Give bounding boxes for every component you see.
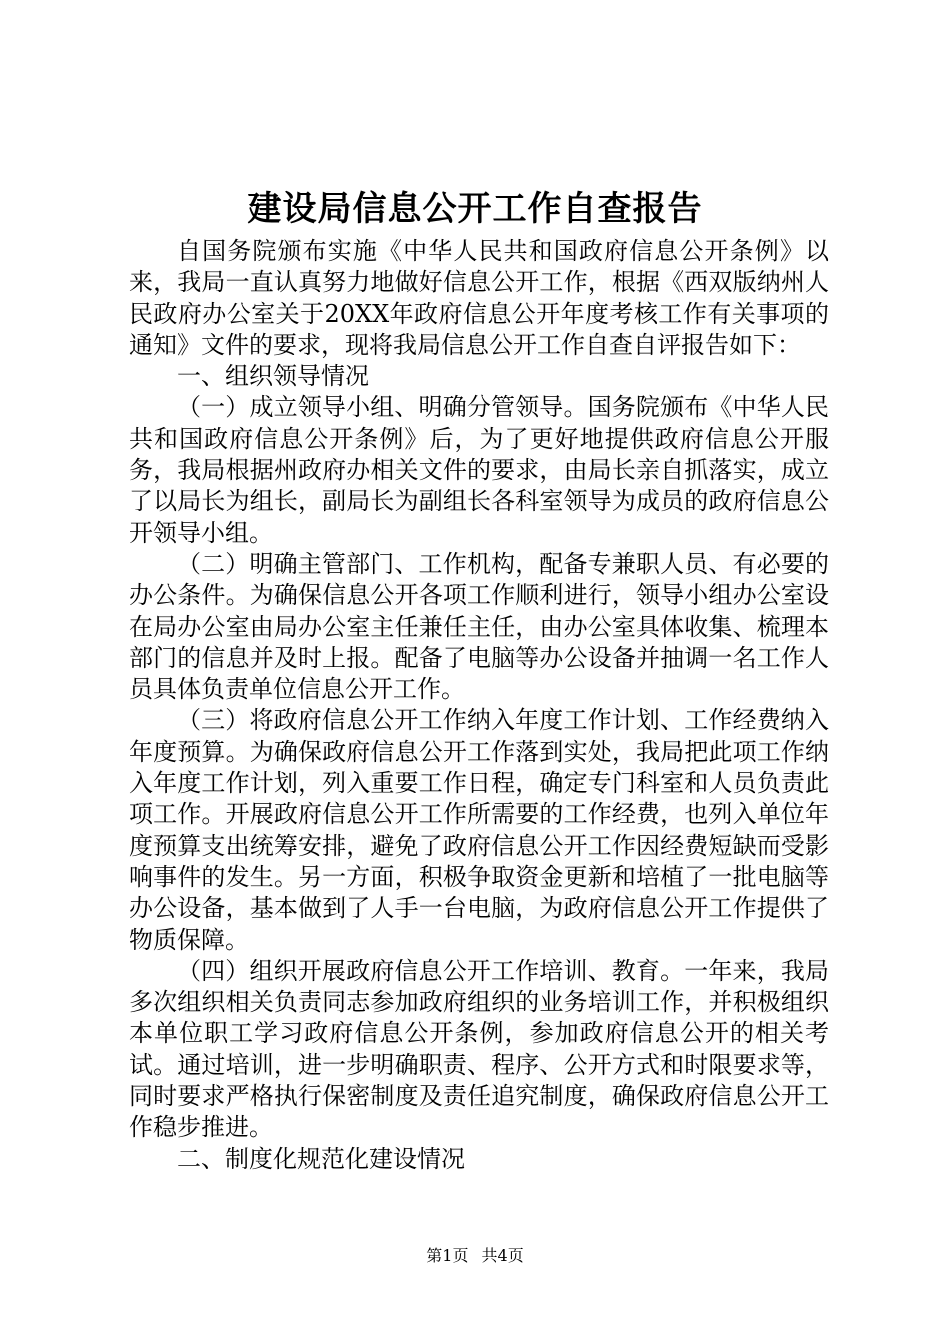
paragraph-item-2: （二）明确主管部门、工作机构，配备专兼职人员、有必要的办公条件。为确保信息公开各项工作顺利进行，领导小组办公室设在局办公室由局办公室主任兼任主任，由办公室具体收集、梳理本部门的信息并及时上报。配备了电脑等办公设备并抽调一名工作人员具体负责单位信息公开工作。 [129,549,829,704]
page-number-current: 第1页 [426,1246,469,1265]
document-body [129,236,829,1175]
paragraph-item-3: （三）将政府信息公开工作纳入年度工作计划、工作经费纳入年度预算。为确保政府信息公开工作落到实处，我局把此项工作纳入年度工作计划，列入重要工作日程，确定专门科室和人员负责此项工作。开展政府信息公开工作所需要的工作经费，也列入单位年度预算支出统筹安排，避免了政府信息公开工作因经费短缺而受影响事件的发生。另一方面，积极争取资金更新和培植了一批电脑等办公设备，基本做到了人手一台电脑，为政府信息公开工作提供了物质保障。 [129,706,829,954]
paragraph-item-4: （四）组织开展政府信息公开工作培训、教育。一年来，我局多次组织相关负责同志参加政府组织的业务培训工作，并积极组织本单位职工学习政府信息公开条例，参加政府信息公开的相关考试。通过培训，进一步明确职责、程序、公开方式和时限要求等，同时要求严格执行保密制度及责任追究制度，确保政府信息公开工作稳步推进。 [129,956,829,1142]
page-number-total: 共4页 [481,1246,524,1265]
page-footer [0,1244,950,1268]
section-heading-1: 一、组织领导情况 [177,362,369,391]
paragraph-intro: 自国务院颁布实施《中华人民共和国政府信息公开条例》以来，我局一直认真努力地做好信息公开工作，根据《西双版纳州人民政府办公室关于20XX年政府信息公开年度考核工作有关事项的通知》文件的要求，现将我局信息公开工作自查自评报告如下： [129,237,829,359]
document-title: 建设局信息公开工作自查报告 [247,189,703,229]
paragraph-item-1: （一）成立领导小组、明确分管领导。国务院颁布《中华人民共和国政府信息公开条例》后，为了更好地提供政府信息公开服务，我局根据州政府办相关文件的要求，由局长亲自抓落实，成立了以局长为组长，副局长为副组长各科室领导为成员的政府信息公开领导小组。 [129,393,829,547]
section-heading-2: 二、制度化规范化建设情况 [177,1144,465,1173]
